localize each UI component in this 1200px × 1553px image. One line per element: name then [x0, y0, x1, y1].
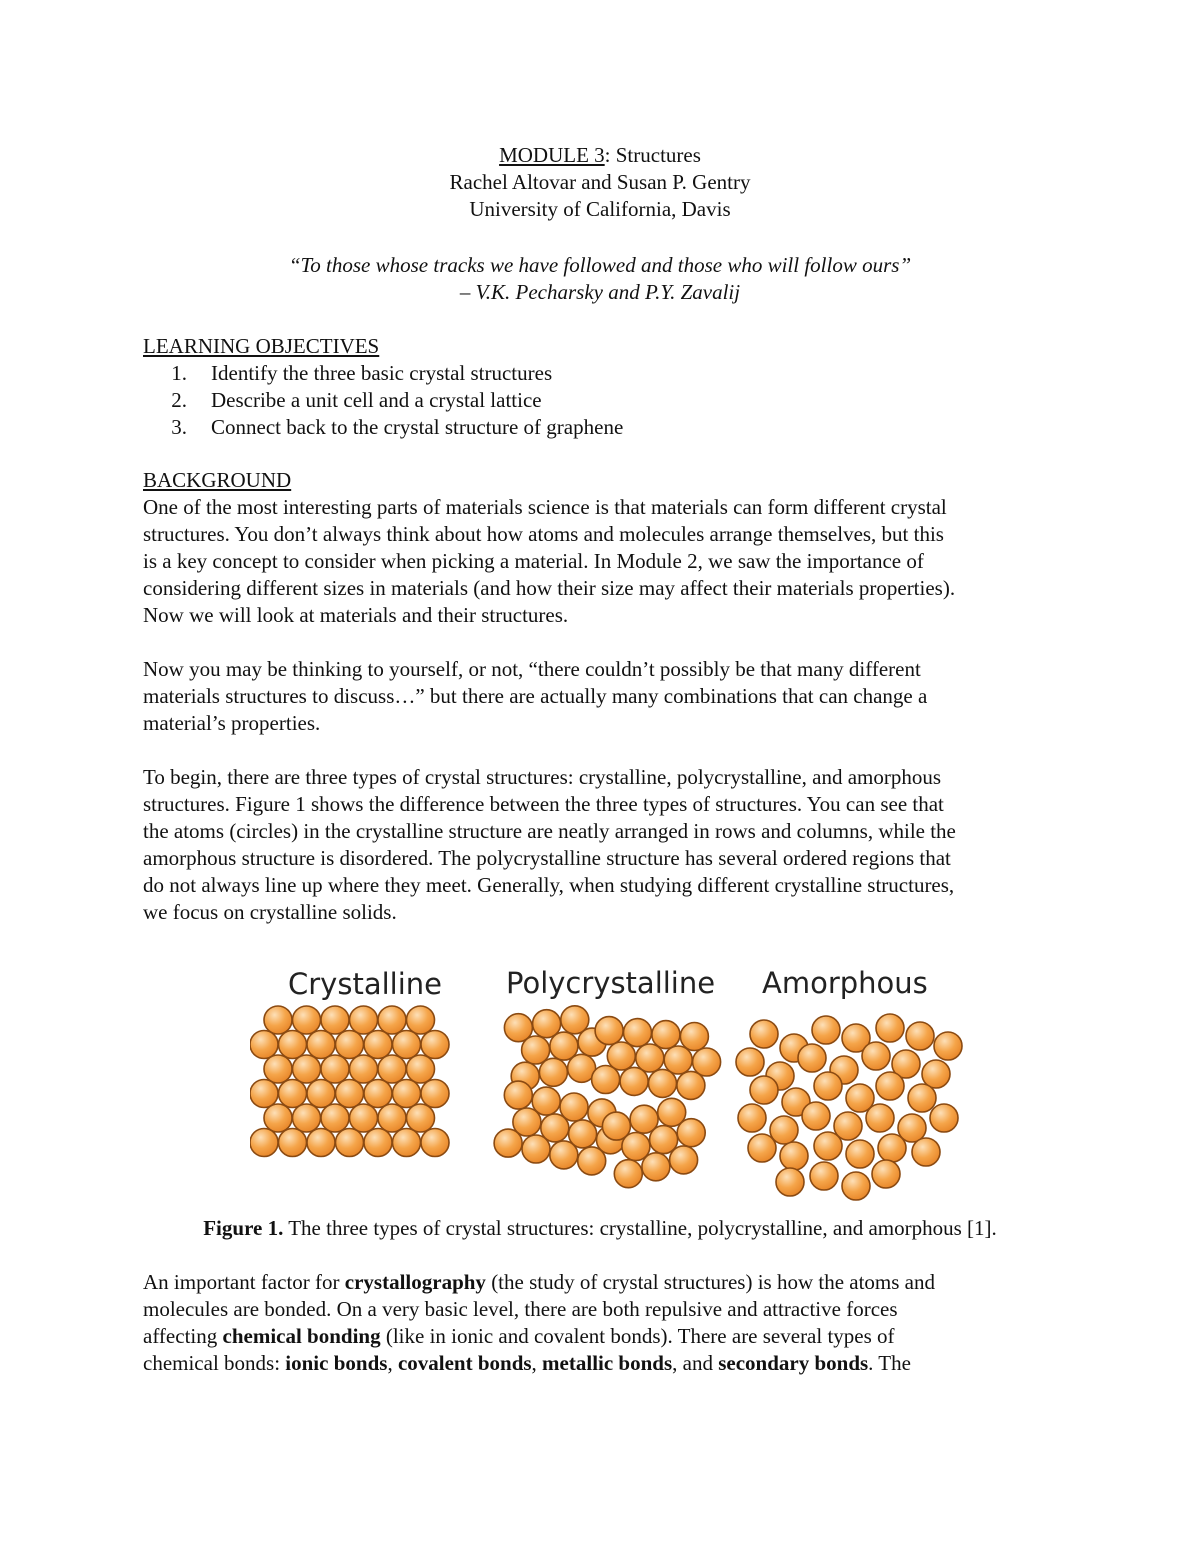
atom — [906, 1022, 934, 1050]
polycrystalline-title: Polycrystalline — [506, 966, 716, 1000]
atom — [264, 1104, 292, 1132]
atom — [421, 1080, 449, 1108]
atom — [595, 1017, 623, 1045]
term-secondary-bonds: secondary bonds — [718, 1351, 869, 1375]
atom — [636, 1044, 664, 1072]
atom — [866, 1104, 894, 1132]
atom — [421, 1129, 449, 1157]
affiliation: University of California, Davis — [469, 197, 731, 221]
paragraph-2 — [143, 656, 1073, 737]
learning-objectives — [143, 333, 1063, 441]
paragraph-line: Now you may be thinking to yourself, or not, “there couldn’t possibly be that many different — [143, 657, 921, 681]
authors: Rachel Altovar and Susan P. Gentry — [449, 170, 751, 194]
atom — [494, 1129, 522, 1157]
atom — [872, 1160, 900, 1188]
atom — [321, 1104, 349, 1132]
atom — [614, 1160, 642, 1188]
amorphous-title: Amorphous — [762, 966, 928, 1000]
atom — [846, 1140, 874, 1168]
objective-item: 2. Describe a unit cell and a crystal lattice — [171, 388, 542, 412]
crystalline-title: Crystalline — [288, 967, 442, 1001]
atom — [522, 1135, 550, 1163]
objective-item: 3. Connect back to the crystal structure of graphene — [171, 415, 624, 439]
atom — [750, 1020, 778, 1048]
atom — [250, 1031, 278, 1059]
atom — [677, 1119, 705, 1147]
atom — [592, 1066, 620, 1094]
atom — [748, 1134, 776, 1162]
term-metallic-bonds: metallic bonds — [542, 1351, 673, 1375]
paragraph-line: An important factor for crystallography (the study of crystal structures) is how the atoms and — [143, 1270, 936, 1294]
atom — [336, 1080, 364, 1108]
paragraph-line: the atoms (circles) in the crystalline structure are neatly arranged in rows and columns, while the — [143, 819, 956, 843]
atom — [539, 1058, 567, 1086]
atom — [393, 1129, 421, 1157]
atom — [264, 1055, 292, 1083]
paragraph-3 — [143, 764, 1073, 926]
atom — [350, 1104, 378, 1132]
paragraph-line: materials structures to discuss…” but there are actually many combinations that can change a — [143, 684, 928, 708]
atom — [878, 1134, 906, 1162]
atom — [378, 1006, 406, 1034]
polycrystalline-atoms — [494, 1006, 720, 1188]
atom — [522, 1036, 550, 1064]
paragraph-line: do not always line up where they meet. Generally, when studying different crystalline structures, — [143, 873, 955, 897]
paragraph-line: is a key concept to consider when picking a material. In Module 2, we saw the importance of — [143, 549, 924, 573]
atom — [407, 1055, 435, 1083]
atom — [279, 1080, 307, 1108]
atom — [293, 1104, 321, 1132]
paragraph-line: material’s properties. — [143, 711, 321, 735]
atom — [876, 1014, 904, 1042]
atom — [908, 1084, 936, 1112]
paragraph-line: structures. You don’t always think about how atoms and molecules arrange themselves, but this — [143, 522, 944, 546]
atom — [736, 1048, 764, 1076]
atom — [279, 1129, 307, 1157]
atom — [504, 1081, 532, 1109]
atom — [307, 1080, 335, 1108]
amorphous-atoms — [736, 1014, 962, 1200]
paragraph-4 — [143, 1269, 1073, 1377]
paragraph-line: amorphous structure is disordered. The polycrystalline structure has several ordered regions that — [143, 846, 951, 870]
atom — [578, 1147, 606, 1175]
atom — [364, 1031, 392, 1059]
atom — [264, 1006, 292, 1034]
atom — [776, 1168, 804, 1196]
term-crystallography: crystallography — [344, 1270, 486, 1294]
figure-caption — [0, 1215, 1200, 1242]
atom — [862, 1042, 890, 1070]
atom — [336, 1031, 364, 1059]
paragraph-line: To begin, there are three types of crystal structures: crystalline, polycrystalline, and amorphous — [143, 765, 942, 789]
atom — [350, 1055, 378, 1083]
atom — [250, 1129, 278, 1157]
atom — [677, 1071, 705, 1099]
atom — [750, 1076, 778, 1104]
paragraph-line: One of the most interesting parts of materials science is that materials can form different crystal — [143, 495, 947, 519]
atom — [378, 1104, 406, 1132]
atom — [364, 1129, 392, 1157]
atom — [393, 1080, 421, 1108]
epigraph-attribution: – V.K. Pecharsky and P.Y. Zavalij — [459, 280, 741, 304]
paragraph-line: considering different sizes in materials (and how their size may affect their materials properties). — [143, 576, 956, 600]
crystalline-atoms — [250, 1006, 449, 1157]
atom — [842, 1172, 870, 1200]
paragraph-line: we focus on crystalline solids. — [143, 900, 397, 924]
atom — [664, 1046, 692, 1074]
atom — [922, 1060, 950, 1088]
atom — [649, 1069, 677, 1097]
caption-text: The three types of crystal structures: crystalline, polycrystalline, and amorphous [1]. — [283, 1216, 997, 1240]
atom — [780, 1142, 808, 1170]
atom — [814, 1072, 842, 1100]
atom — [364, 1080, 392, 1108]
module-subtitle: : Structures — [604, 143, 701, 167]
atom — [642, 1153, 670, 1181]
atom — [930, 1104, 958, 1132]
atom — [934, 1032, 962, 1060]
atom — [350, 1006, 378, 1034]
objectives-heading: LEARNING OBJECTIVES — [143, 334, 380, 358]
atom — [814, 1132, 842, 1160]
epigraph-quote: “To those whose tracks we have followed and those who will follow ours” — [288, 253, 912, 277]
paragraph-line: molecules are bonded. On a very basic level, there are both repulsive and attractive forces — [143, 1297, 898, 1321]
atom — [279, 1031, 307, 1059]
atom — [620, 1067, 648, 1095]
atom — [810, 1162, 838, 1190]
module-title — [0, 142, 1200, 169]
paragraph-line: affecting chemical bonding (like in ionic and covalent bonds). There are several types of — [143, 1324, 895, 1348]
atom — [624, 1019, 652, 1047]
atom — [798, 1044, 826, 1072]
atom — [912, 1138, 940, 1166]
term-chemical-bonding: chemical bonding — [222, 1324, 381, 1348]
atom — [680, 1023, 708, 1051]
atom — [293, 1006, 321, 1034]
atom — [876, 1072, 904, 1100]
atom — [693, 1048, 721, 1076]
module-label: MODULE 3 — [499, 143, 605, 167]
atom — [293, 1055, 321, 1083]
atom — [307, 1129, 335, 1157]
atom — [336, 1129, 364, 1157]
term-ionic-bonds: ionic bonds — [285, 1351, 388, 1375]
background-section — [143, 467, 1073, 629]
atom — [670, 1146, 698, 1174]
paragraph-line: Now we will look at materials and their structures. — [143, 603, 569, 627]
background-heading: BACKGROUND — [143, 468, 292, 492]
atom — [393, 1031, 421, 1059]
atom — [307, 1031, 335, 1059]
atom — [550, 1141, 578, 1169]
atom — [802, 1102, 830, 1130]
atom — [421, 1031, 449, 1059]
atom — [738, 1104, 766, 1132]
atom — [407, 1006, 435, 1034]
caption-label: Figure 1. — [203, 1216, 284, 1240]
paragraph-line: structures. Figure 1 shows the difference between the three types of structures. You can see that — [143, 792, 944, 816]
paragraph-line: chemical bonds: ionic bonds, covalent bonds, metallic bonds, and secondary bonds. The — [143, 1351, 911, 1375]
atom — [407, 1104, 435, 1132]
atom — [378, 1055, 406, 1083]
objective-item: 1. Identify the three basic crystal structures — [171, 361, 553, 385]
atom — [652, 1021, 680, 1049]
atom — [250, 1080, 278, 1108]
atom — [812, 1016, 840, 1044]
crystal-structures-figure — [250, 958, 970, 1208]
atom — [321, 1006, 349, 1034]
atom — [607, 1042, 635, 1070]
term-covalent-bonds: covalent bonds — [397, 1351, 532, 1375]
atom — [321, 1055, 349, 1083]
